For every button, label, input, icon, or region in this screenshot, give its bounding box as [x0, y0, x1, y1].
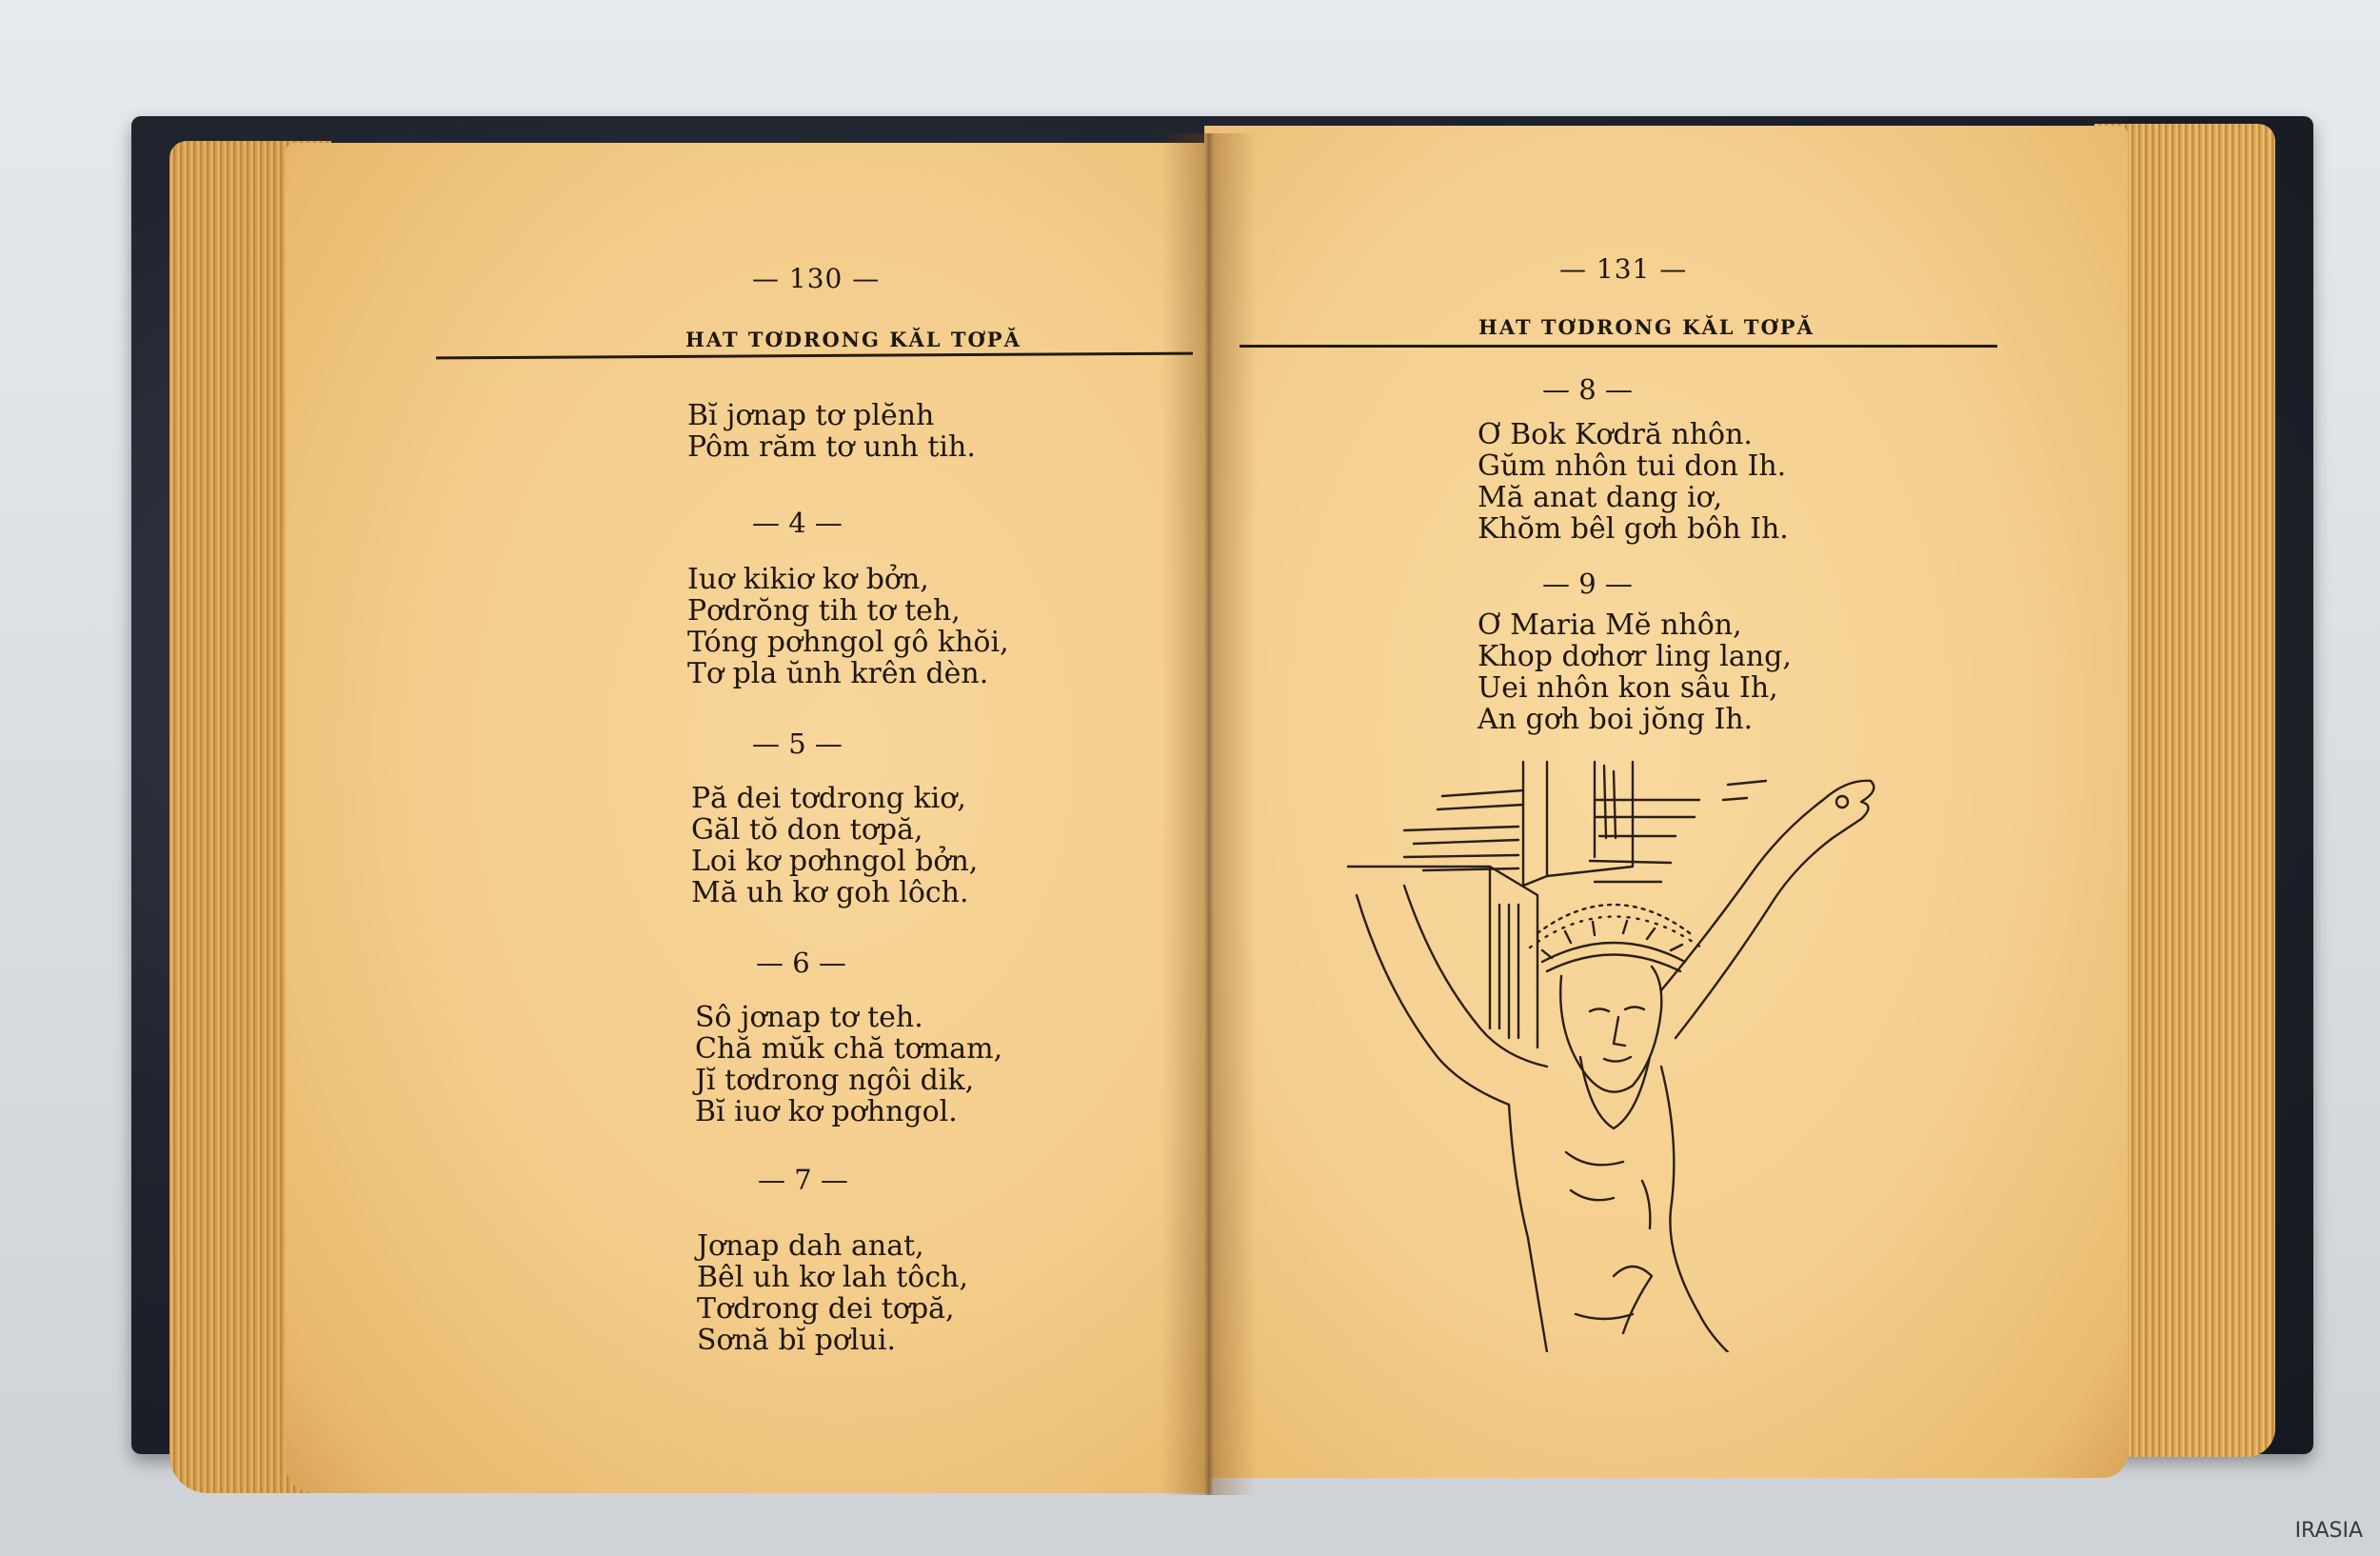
verse-9 [1478, 609, 1792, 735]
page-number-right: — 131 — [1559, 253, 1688, 285]
verse-line: Gŭm nhôn tui don Ih. [1478, 449, 1787, 483]
verse-line: Iuơ kikiơ kơ bởn, [687, 563, 929, 596]
verse-line: Khop dơhơr ling lang, [1478, 640, 1792, 673]
running-head-right: HAT TƠDRONG KĂL TƠPĂ [1478, 315, 1815, 339]
verse-7 [697, 1230, 968, 1356]
watermark: IRASIA [2294, 1519, 2363, 1543]
verse-line: An gơh boi jŏng Ih. [1478, 703, 1754, 736]
verse-line: Mă anat dang iơ, [1478, 481, 1723, 514]
verse-5 [691, 783, 978, 908]
verse-line: Pơdrŏng tih tơ teh, [687, 594, 961, 628]
running-head-left: HAT TƠDRONG KĂL TƠPĂ [685, 328, 1021, 351]
verse-4 [687, 564, 1009, 689]
book-gutter [1161, 133, 1257, 1495]
verse-line: Pôm răm tơ unh tih. [687, 430, 976, 464]
verse-line: Jĭ tơdrong ngôi dik, [695, 1064, 975, 1097]
verse-line: Găl tŏ don tơpă, [691, 813, 923, 847]
verse-line: Khŏm bêl gơh bôh Ih. [1478, 512, 1789, 546]
verse-line: Chă mŭk chă tơmam, [695, 1032, 1003, 1066]
verse-number-8: — 8 — [1542, 373, 1633, 406]
verse-line: Pă dei tơdrong kiơ, [691, 782, 966, 815]
verse-line: Bêl uh kơ lah tôch, [697, 1261, 968, 1294]
verse-line: Tơ pla ŭnh krên dèn. [687, 657, 989, 690]
crucifix-illustration [1347, 743, 1918, 1352]
verse-line: Bĭ iuơ kơ pơhngol. [695, 1095, 958, 1128]
verse-line: Ơ Bok Kơdră nhôn. [1478, 418, 1753, 451]
verse-line: Uei nhôn kon sâu Ih, [1478, 671, 1778, 705]
verse-line: Sô jơnap tơ teh. [695, 1001, 923, 1034]
verse-intro [687, 400, 976, 463]
verse-number-7: — 7 — [758, 1164, 848, 1196]
verse-line: Mă uh kơ goh lôch. [691, 876, 969, 909]
verse-line: Ơ Maria Mĕ nhôn, [1478, 608, 1742, 642]
verse-number-9: — 9 — [1542, 568, 1633, 600]
verse-line: Tóng pơhngol gô khŏi, [687, 626, 1009, 659]
verse-6 [695, 1002, 1002, 1127]
verse-line: Bĭ jơnap tơ plĕnh [687, 399, 935, 432]
verse-line: Jơnap dah anat, [697, 1229, 924, 1263]
verse-number-5: — 5 — [752, 728, 843, 760]
verse-line: Tơdrong dei tơpă, [697, 1292, 955, 1326]
verse-number-4: — 4 — [752, 507, 843, 539]
verse-line: Sơnă bĭ pơlui. [697, 1324, 897, 1357]
verse-8 [1478, 419, 1789, 545]
verse-number-6: — 6 — [756, 947, 846, 979]
verse-line: Loi kơ pơhngol bởn, [691, 845, 979, 878]
page-number-left: — 130 — [752, 263, 881, 294]
header-rule-right [1240, 345, 1997, 348]
